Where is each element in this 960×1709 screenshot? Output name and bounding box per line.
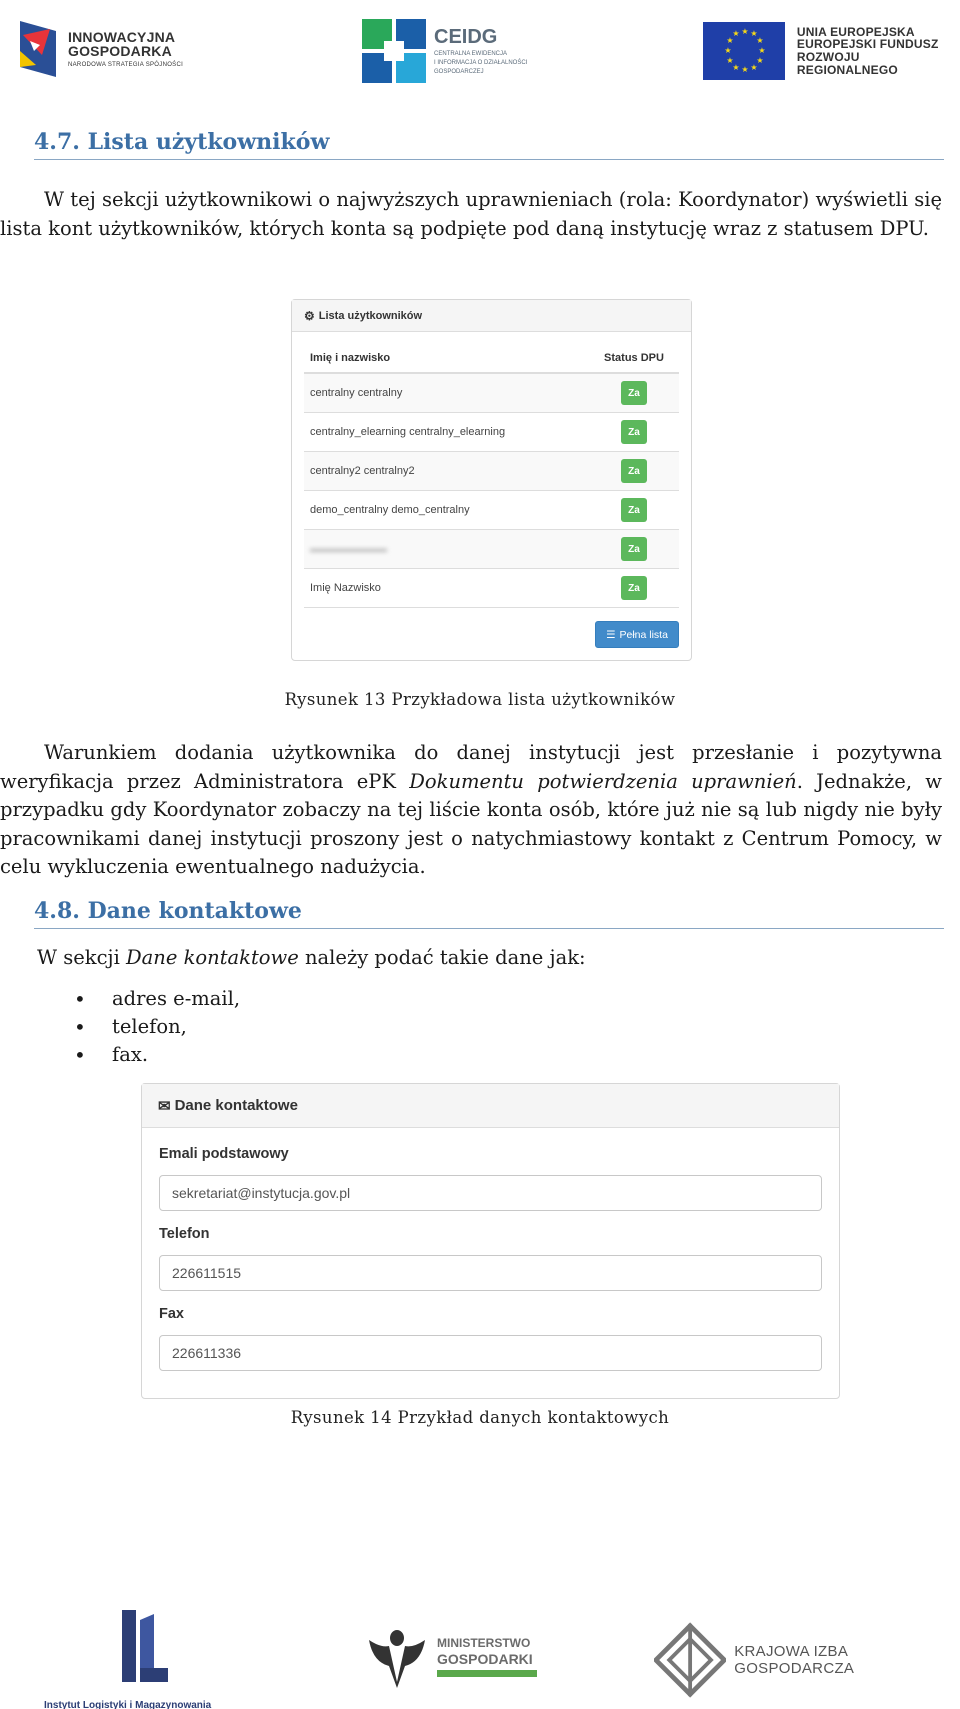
status-badge: Za bbox=[621, 381, 647, 405]
fax-field[interactable]: 226611336 bbox=[159, 1335, 822, 1371]
section-heading-user-list: 4.7. Lista użytkowników bbox=[34, 129, 944, 160]
svg-text:★: ★ bbox=[726, 56, 734, 65]
contact-data-panel-title: Dane kontaktowe bbox=[174, 1097, 298, 1114]
svg-text:★: ★ bbox=[758, 46, 766, 55]
eagle-emblem-icon bbox=[365, 1622, 429, 1692]
mg-line2: GOSPODARKI bbox=[437, 1650, 533, 1667]
envelope-icon: ✉ bbox=[158, 1097, 171, 1115]
gear-icon: ⚙ bbox=[304, 308, 315, 323]
user-name-cell: Imię Nazwisko bbox=[310, 582, 381, 594]
svg-text:★: ★ bbox=[732, 29, 740, 38]
ig-line1: INNOWACYJNA bbox=[68, 28, 176, 45]
ceidg-sub2: I INFORMACJA O DZIAŁALNOŚCI bbox=[434, 59, 528, 66]
user-name-cell: centralny2 centralny2 bbox=[310, 465, 415, 477]
eu-flag-icon bbox=[703, 22, 785, 80]
contact-data-panel-header bbox=[142, 1084, 839, 1128]
contact-intro-after: należy podać takie dane jak: bbox=[298, 946, 586, 969]
column-name-header: Imię i nazwisko bbox=[310, 352, 391, 364]
list-item bbox=[74, 1041, 240, 1069]
phone-field[interactable]: 226611515 bbox=[159, 1255, 822, 1291]
bullet-icon: • bbox=[74, 1043, 86, 1067]
bullet-icon: • bbox=[74, 1015, 86, 1039]
table-row bbox=[304, 491, 679, 530]
ilim-name: Instytut Logistyki i Magazynowania bbox=[44, 1700, 212, 1709]
user-list-panel-title: Lista użytkowników bbox=[318, 309, 423, 322]
fax-label: Fax bbox=[159, 1306, 184, 1322]
ministerstwo-gospodarki-logo bbox=[365, 1622, 537, 1692]
eu-line2: EUROPEJSKI FUNDUSZ bbox=[796, 37, 939, 52]
phone-label: Telefon bbox=[159, 1226, 210, 1242]
kig-emblem-icon bbox=[654, 1622, 726, 1698]
list-item bbox=[74, 985, 240, 1013]
user-list-panel bbox=[291, 299, 692, 661]
list-item bbox=[74, 1013, 240, 1041]
kig-name: KRAJOWA IZBA GOSPODARCZA bbox=[734, 1643, 855, 1677]
mg-line1: MINISTERSTWO bbox=[437, 1636, 531, 1651]
contact-data-panel bbox=[141, 1083, 840, 1399]
table-row bbox=[304, 413, 679, 452]
status-badge: Za bbox=[621, 537, 647, 561]
full-list-button[interactable] bbox=[595, 621, 679, 648]
table-row bbox=[304, 452, 679, 491]
full-list-button-label: Pełna lista bbox=[619, 628, 668, 641]
column-status-header: Status DPU bbox=[604, 352, 664, 364]
verification-paragraph bbox=[0, 739, 942, 882]
krajowa-izba-gospodarcza-logo bbox=[654, 1622, 960, 1698]
svg-text:★: ★ bbox=[756, 36, 764, 45]
contact-intro-paragraph bbox=[37, 944, 937, 973]
status-cell bbox=[589, 498, 679, 522]
ilim-emblem-icon bbox=[116, 1610, 168, 1692]
svg-text:★: ★ bbox=[750, 29, 758, 38]
user-list-panel-header bbox=[292, 300, 691, 332]
ceidg-logo bbox=[362, 18, 527, 84]
ig-emblem-icon bbox=[20, 21, 60, 77]
figure13-caption: Rysunek 13 Przykładowa lista użytkowników bbox=[284, 690, 676, 709]
status-cell bbox=[589, 537, 679, 561]
svg-text:★: ★ bbox=[741, 65, 749, 74]
email-field[interactable]: sekretariat@instytucja.gov.pl bbox=[159, 1175, 822, 1211]
status-cell bbox=[589, 459, 679, 483]
user-name-cell: demo_centralny demo_centralny bbox=[310, 504, 470, 516]
contact-intro-italic: Dane kontaktowe bbox=[126, 946, 299, 969]
ig-subtitle: NARODOWA STRATEGIA SPÓJNOŚCI bbox=[68, 62, 184, 69]
contact-intro-before: W sekcji bbox=[37, 946, 127, 969]
user-list-table bbox=[304, 344, 679, 608]
user-list-paragraph: W tej sekcji użytkownikowi o najwyższych uprawnieniach (rola: Koordynator) wyświetli się lista kont użytkowników, których konta są podpięte pod daną instytucję wraz z statusem DPU. bbox=[0, 188, 942, 240]
status-cell bbox=[589, 576, 679, 600]
table-row bbox=[304, 374, 679, 413]
svg-text:★: ★ bbox=[741, 27, 749, 36]
section-heading-contact-data: 4.8. Dane kontaktowe bbox=[34, 898, 944, 929]
redacted-user-name-cell: ▬▬▬▬▬▬▬ bbox=[310, 543, 387, 555]
innowacyjna-gospodarka-logo bbox=[20, 20, 183, 78]
eu-logo bbox=[703, 22, 960, 80]
status-cell bbox=[589, 381, 679, 405]
eu-line1: UNIA EUROPEJSKA bbox=[796, 24, 915, 39]
ceidg-sub3: GOSPODARCZEJ bbox=[434, 69, 484, 76]
contact-fields-list bbox=[74, 985, 240, 1069]
table-row bbox=[304, 530, 679, 569]
status-badge: Za bbox=[621, 576, 647, 600]
svg-text:★: ★ bbox=[726, 36, 734, 45]
status-badge: Za bbox=[621, 420, 647, 444]
user-list-rows bbox=[304, 374, 679, 608]
figure14-caption: Rysunek 14 Przykład danych kontaktowych bbox=[290, 1408, 670, 1427]
svg-text:★: ★ bbox=[724, 46, 732, 55]
email-label: Emali podstawowy bbox=[159, 1146, 289, 1162]
user-list-table-header bbox=[304, 344, 679, 374]
eu-line3: ROZWOJU REGIONALNEGO bbox=[796, 50, 898, 77]
table-row bbox=[304, 569, 679, 608]
bullet-text-phone: telefon, bbox=[112, 1015, 187, 1038]
status-cell bbox=[589, 420, 679, 444]
svg-text:★: ★ bbox=[750, 63, 758, 72]
ig-line2: GOSPODARKA bbox=[68, 43, 172, 60]
bullet-text-fax: fax. bbox=[112, 1043, 149, 1066]
verification-text-part2: . Jednakże, w przypadku gdy Koordynator zobaczy na tej liście konta osób, które już nie są lub nigdy nie były pracownikami danej instytucji proszony jest o natychmiastowy kontakt z Centrum Pomocy, w celu wykluczenia ewentualnego nadużycia. bbox=[0, 769, 942, 878]
status-badge: Za bbox=[621, 459, 647, 483]
ceidg-name: CEIDG bbox=[434, 25, 498, 48]
svg-text:★: ★ bbox=[756, 56, 764, 65]
ceidg-emblem-icon bbox=[362, 19, 426, 83]
ceidg-sub1: CENTRALNA EWIDENCJA bbox=[434, 50, 508, 57]
verification-text-italic: Dokumentu potwierdzenia uprawnień bbox=[409, 769, 797, 793]
svg-text:★: ★ bbox=[732, 63, 740, 72]
bullet-text-email: adres e-mail, bbox=[112, 987, 241, 1010]
status-badge: Za bbox=[621, 498, 647, 522]
user-name-cell: centralny_elearning centralny_elearning bbox=[310, 426, 506, 438]
header-logo-bar bbox=[0, 0, 960, 100]
verification-text-part1: Warunkiem dodania użytkownika do danej instytucji jest przesłanie i pozytywna weryfikacja przez Administratora ePK bbox=[0, 741, 942, 793]
bullet-icon: • bbox=[74, 987, 86, 1011]
list-icon: ☰ bbox=[606, 628, 616, 641]
user-name-cell: centralny centralny bbox=[310, 387, 403, 399]
mg-green-bar bbox=[437, 1670, 537, 1677]
